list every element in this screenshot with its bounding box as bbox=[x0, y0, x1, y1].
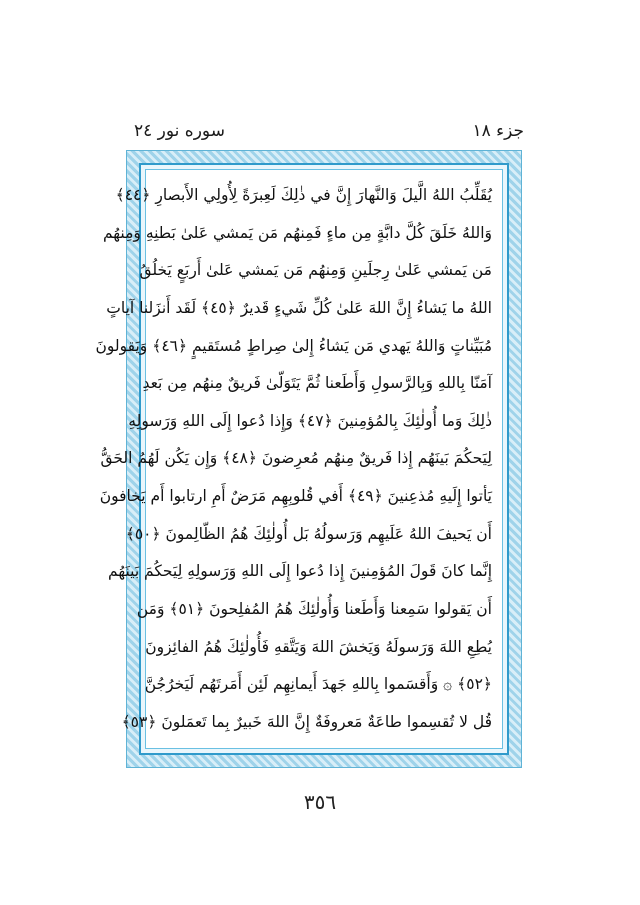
ornamental-border bbox=[95, 150, 522, 768]
verse-line: أَن يَقولوا سَمِعنا وَأَطَعنا وَأُولٰئِكَ هُمُ المُفلِحونَ ﴿٥١﴾ وَمَن bbox=[136, 600, 492, 619]
verse-line: لِيَحكُمَ بَينَهُم إِذا فَريقٌ مِنهُم مُعرِضونَ ﴿٤٨﴾ وَإِن يَكُن لَهُمُ الحَقُّ bbox=[100, 449, 492, 468]
text-panel bbox=[95, 169, 503, 749]
verse-line: ذٰلِكَ وَما أُولٰئِكَ بِالمُؤمِنينَ ﴿٤٧﴾ وَإِذا دُعوا إِلَى اللهِ وَرَسولِهِ bbox=[128, 411, 492, 430]
juz-label: جزء ١٨ bbox=[472, 121, 524, 141]
verse-line: أَن يَحيفَ اللهُ عَلَيهِم وَرَسولُهُ بَل أُولٰئِكَ هُمُ الظّالِمونَ ﴿٥٠﴾ bbox=[125, 524, 492, 543]
ornamental-border-inner bbox=[95, 163, 509, 755]
page-header bbox=[134, 118, 524, 144]
page-number: ٣٥٦ bbox=[303, 790, 337, 814]
verse-line: مُبَيِّناتٍ وَاللهُ يَهدي مَن يَشاءُ إِلىٰ صِراطٍ مُستَقيمٍ ﴿٤٦﴾ وَيَقولونَ bbox=[95, 336, 492, 355]
verse-line: إِنَّما كانَ قَولَ المُؤمِنينَ إِذا دُعوا إِلَى اللهِ وَرَسولِهِ لِيَحكُمَ بَينَهُم bbox=[108, 562, 492, 581]
verse-line: وَاللهُ خَلَقَ كُلَّ دابَّةٍ مِن ماءٍ فَمِنهُم مَن يَمشي عَلىٰ بَطنِهِ وَمِنهُم bbox=[102, 223, 492, 242]
verse-line: يُطِعِ اللهَ وَرَسولَهُ وَيَخشَ اللهَ وَيَتَّقهِ فَأُولٰئِكَ هُمُ الفائِزونَ bbox=[145, 637, 492, 656]
verse-line: يَأتوا إِلَيهِ مُذعِنينَ ﴿٤٩﴾ أَفي قُلوبِهِم مَرَضٌ أَمِ ارتابوا أَم يَخافونَ bbox=[99, 487, 492, 506]
verse-line: آمَنّا بِاللهِ وَبِالرَّسولِ وَأَطَعنا ثُمَّ يَتَوَلّىٰ فَريقٌ مِنهُم مِن بَعدِ bbox=[142, 374, 492, 393]
verse-line: ﴿٥٢﴾ ۞ وَأَقسَموا بِاللهِ جَهدَ أَيمانِهِم لَئِن أَمَرتَهُم لَيَخرُجُنَّ bbox=[144, 675, 492, 694]
surah-label: سوره نور ٢٤ bbox=[134, 121, 225, 141]
verse-line: مَن يَمشي عَلىٰ رِجلَينِ وَمِنهُم مَن يَمشي عَلىٰ أَربَعٍ يَخلُقُ bbox=[139, 261, 492, 280]
verse-line: قُل لا تُقسِموا طاعَةٌ مَعروفَةٌ إِنَّ اللهَ خَبيرٌ بِما تَعمَلونَ ﴿٥٣﴾ bbox=[121, 712, 492, 731]
verse-line: اللهُ ما يَشاءُ إِنَّ اللهَ عَلىٰ كُلِّ شَيءٍ قَديرٌ ﴿٤٥﴾ لَقَد أَنزَلنا آياتٍ bbox=[106, 298, 492, 317]
verse-line: يُقَلِّبُ اللهُ الَّيلَ وَالنَّهارَ إِنَّ في ذٰلِكَ لَعِبرَةً لِأُولِي الأَبصارِ ﴿٤٤﴾ bbox=[115, 186, 492, 204]
verse-lines bbox=[95, 178, 492, 740]
